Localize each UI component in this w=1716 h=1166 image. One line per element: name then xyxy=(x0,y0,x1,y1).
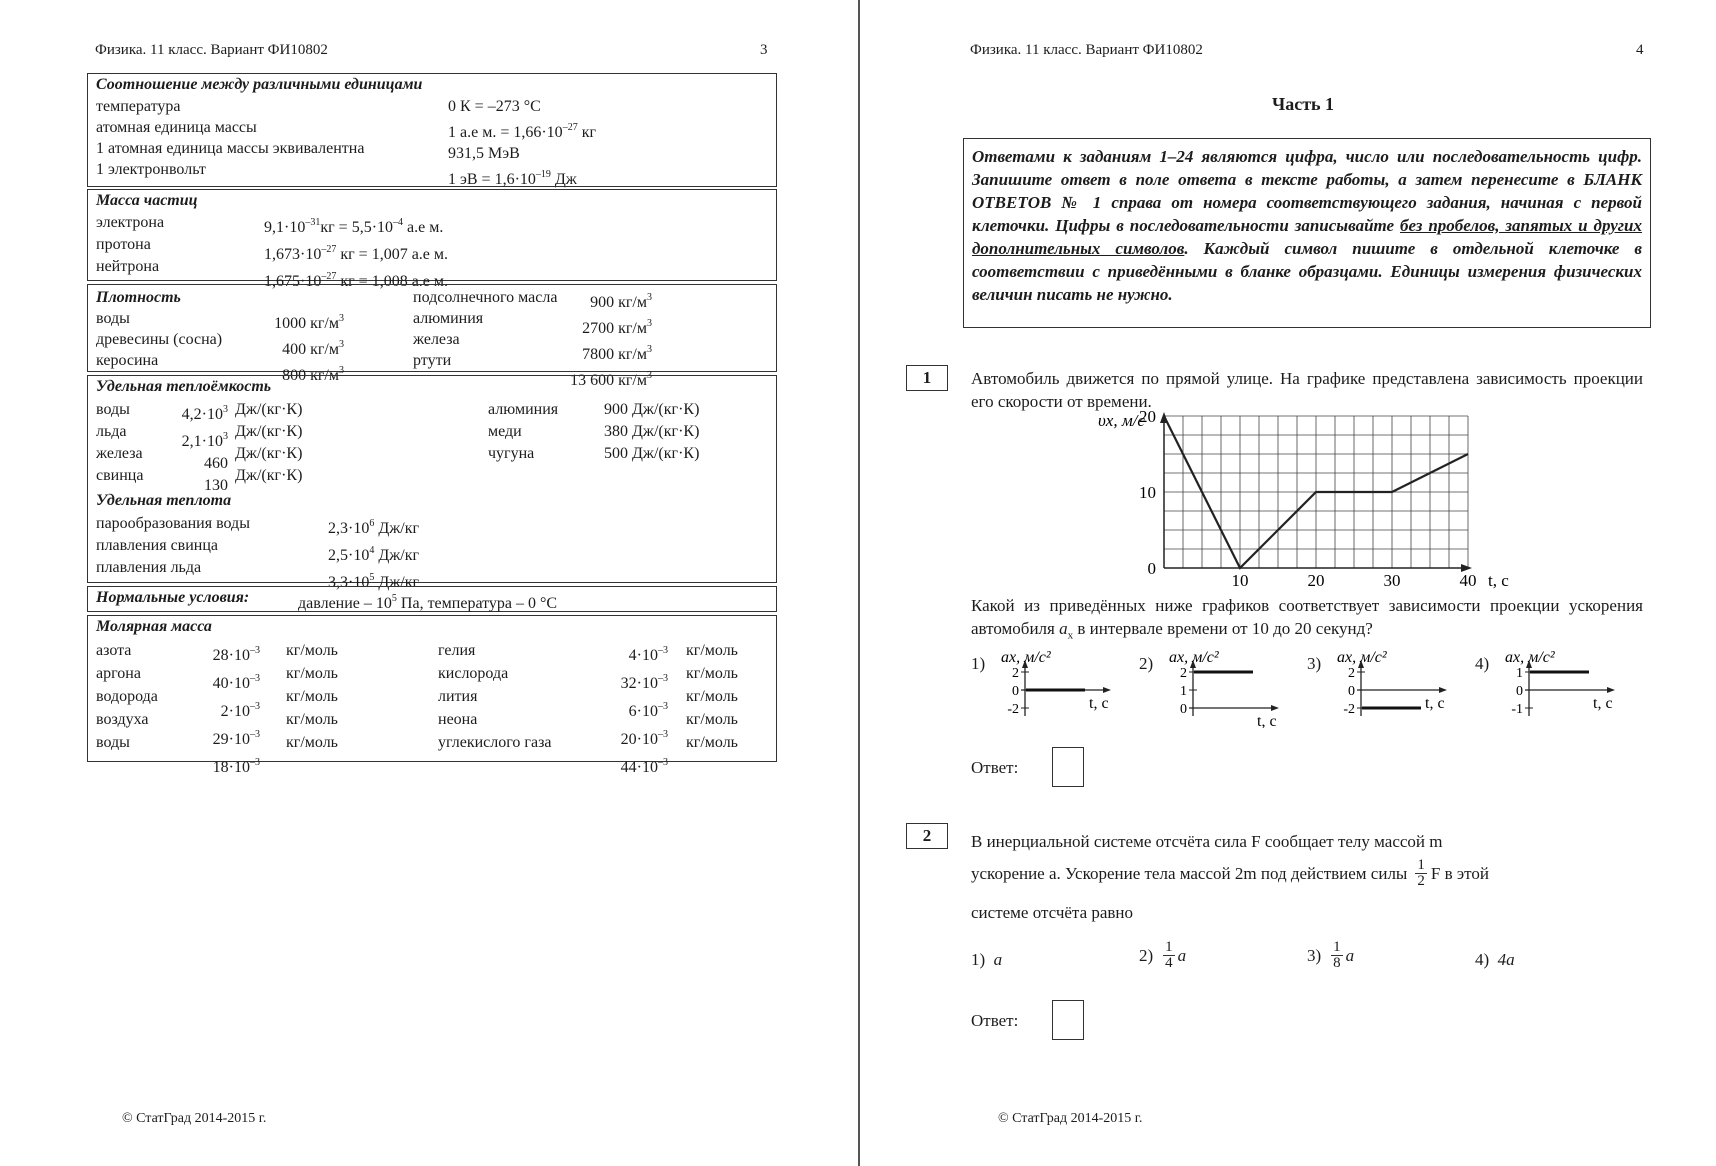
normal-title: Нормальные условия: xyxy=(96,589,250,606)
velocity-graph xyxy=(1090,410,1520,590)
units-values xyxy=(448,96,596,190)
units-label: атомная единица массы xyxy=(96,119,257,136)
q2-option-3: 3) $\frac{1}{8}$ a xyxy=(1307,939,1355,971)
units-label: 1 электронвольт xyxy=(96,161,206,178)
option-x-arrow xyxy=(1607,687,1615,693)
option-3-number: 3) xyxy=(1307,654,1322,673)
option-y-label: ax, м/с² xyxy=(1337,649,1387,666)
density-value: 7800 $кг/м^3$ xyxy=(582,344,652,363)
option-tick-label: 1 xyxy=(1180,684,1187,699)
molar-right-nums xyxy=(588,639,668,779)
specific-heat-label: плавления свинца xyxy=(96,537,219,554)
option-tick-label: 0 xyxy=(1348,684,1355,699)
x-tick-label: 20 xyxy=(1307,571,1325,590)
heat-num: $4,2\cdot 10^3$ xyxy=(181,404,228,423)
units-label: 1 атомная единица массы эквивалентна xyxy=(96,140,365,157)
units-row xyxy=(96,96,364,180)
molar-box xyxy=(87,615,777,776)
instructions-notice: Ответами к заданиям 1–24 являются цифра, число или последовательность цифр. Запишите ответ в поле ответа в тексте работы, а затем перенесите в БЛАНК ОТВЕТОВ № 1 справа от номера соответствующего задания, начиная с первой клеточки. Цифры в последовательности записывайте без пробелов, запятых и других дополнительных символов. Каждый символ пишите в отдельной клеточке в соответствии с приведёнными в бланке образцами. Единицы измерения физических величин писать не нужно. xyxy=(963,138,1651,328)
y-tick-label: 20 xyxy=(1139,410,1156,426)
molar-unit: кг/моль xyxy=(286,711,338,728)
particles-title: Масса частиц xyxy=(96,192,198,209)
density-label: подсолнечного масла xyxy=(413,289,558,306)
molar-unit: кг/моль xyxy=(686,665,738,682)
normal-text: давление – $10^5$ Па, температура – 0 °С xyxy=(298,593,558,612)
molar-unit: кг/моль xyxy=(686,711,738,728)
heat-capacity-right-labels xyxy=(488,399,558,465)
left-page-footer: © СтатГрад 2014-2015 г. xyxy=(122,1111,267,1126)
specific-heat-value: $3,3\cdot 10^5$ Дж/кг xyxy=(328,572,420,591)
heat-num: 130 xyxy=(204,477,228,494)
heat-label: меди xyxy=(488,423,522,440)
molar-label: азота xyxy=(96,642,132,659)
x-tick-label: 40 xyxy=(1459,571,1477,590)
x-tick-label: 30 xyxy=(1383,571,1401,590)
density-value: 13 600 $кг/м^3$ xyxy=(570,370,652,389)
molar-num: $40\cdot 10^{-3}$ xyxy=(212,673,260,692)
molar-right-units xyxy=(686,639,738,754)
question-2-line1: В инерциальной системе отсчёта сила F сообщает телу массой m xyxy=(971,832,1443,851)
heat-capacity-labels xyxy=(96,399,143,487)
particle-value: $1,675\cdot 10^{-27}$ кг = 1,008 а.е м. xyxy=(264,271,449,290)
heat-label: чугуна xyxy=(488,445,535,462)
units-label: температура xyxy=(96,98,181,115)
option-x-label: t, с xyxy=(1257,713,1277,728)
answer-2-label: Ответ: xyxy=(971,1011,1019,1030)
heat-value: 500 Дж/(кг·К) xyxy=(604,445,700,462)
part-title: Часть 1 xyxy=(1272,94,1335,114)
density-title: Плотность xyxy=(96,289,181,306)
left-page-header: Физика. 11 класс. Вариант ФИ10802 xyxy=(95,42,328,58)
left-page-number: 3 xyxy=(760,42,768,58)
particle-label: протона xyxy=(96,236,151,253)
heat-num: 460 xyxy=(204,455,228,472)
molar-label: воздуха xyxy=(96,711,149,728)
units-box xyxy=(87,73,777,187)
molar-label: углекислого газа xyxy=(438,734,552,751)
heat-unit: Дж/(кг·К) xyxy=(235,467,303,484)
molar-num: $44\cdot 10^{-3}$ xyxy=(620,757,668,776)
specific-heat-values xyxy=(328,513,419,594)
question-2-line3: системе отсчёта равно xyxy=(971,903,1134,922)
question-2-line2: ускорение a. Ускорение тела массой 2m под действием силы $\frac{1}{2}$ F в этой xyxy=(971,857,1489,889)
heat-box xyxy=(87,375,777,591)
molar-right-labels xyxy=(438,639,552,754)
right-page-header: Физика. 11 класс. Вариант ФИ10802 xyxy=(970,42,1203,58)
molar-unit: кг/моль xyxy=(286,665,338,682)
option-x-arrow xyxy=(1439,687,1447,693)
answer-2-box[interactable] xyxy=(1052,1000,1084,1040)
units-title: Соотношение между различными единицами xyxy=(96,76,423,93)
density-label: древесины (сосна) xyxy=(96,331,223,348)
option-2-graph xyxy=(1163,648,1293,728)
heat-value: 380 Дж/(кг·К) xyxy=(604,423,700,440)
density-value: 900 $кг/м^3$ xyxy=(590,292,652,311)
molar-left-units xyxy=(286,639,338,754)
option-tick-label: -2 xyxy=(1343,702,1355,717)
molar-label: лития xyxy=(438,688,478,705)
density-value: 1000 $кг/м^3$ xyxy=(274,313,344,332)
specific-heat-value: $2,3\cdot 10^6$ Дж/кг xyxy=(328,518,420,537)
molar-num: $2\cdot 10^{-3}$ xyxy=(220,701,260,720)
option-tick-label: -2 xyxy=(1007,702,1019,717)
option-2-number: 2) xyxy=(1139,654,1154,673)
particles-box xyxy=(87,189,777,290)
right-page-number: 4 xyxy=(1636,42,1644,58)
y-axis-label: υx, м/с xyxy=(1098,411,1145,430)
y-tick-label: 10 xyxy=(1139,483,1156,502)
heat-label: воды xyxy=(96,401,130,418)
molar-unit: кг/моль xyxy=(686,642,738,659)
option-tick-label: 2 xyxy=(1348,666,1355,681)
particles-labels xyxy=(96,212,164,278)
question-1-number: 1 xyxy=(906,365,948,391)
y-tick-label: 0 xyxy=(1147,559,1156,578)
question-2-number: 2 xyxy=(906,823,948,849)
heat-label: льда xyxy=(96,423,127,440)
specific-heat-value: $2,5\cdot 10^4$ Дж/кг xyxy=(328,545,420,564)
answer-1-label: Ответ: xyxy=(971,758,1019,777)
option-tick-label: 0 xyxy=(1012,684,1019,699)
molar-label: кислорода xyxy=(438,665,509,682)
units-value: 1 а.е м. = $1,66\cdot 10^{-27}$ кг xyxy=(448,122,597,141)
density-left xyxy=(96,287,222,371)
option-4-graph xyxy=(1499,648,1629,728)
density-label: воды xyxy=(96,310,130,327)
molar-unit: кг/моль xyxy=(686,734,738,751)
heat-capacity-nums xyxy=(176,399,228,497)
molar-label: водорода xyxy=(96,688,158,705)
option-3-graph xyxy=(1331,648,1461,728)
molar-num: $28\cdot 10^{-3}$ xyxy=(212,645,260,664)
molar-label: гелия xyxy=(438,642,476,659)
answer-1-box[interactable] xyxy=(1052,747,1084,787)
heat-unit: Дж/(кг·К) xyxy=(235,401,303,418)
density-label: алюминия xyxy=(413,310,484,327)
molar-left-labels xyxy=(96,639,158,754)
right-page-footer: © СтатГрад 2014-2015 г. xyxy=(998,1111,1143,1126)
density-value: 2700 $кг/м^3$ xyxy=(582,318,652,337)
units-value: 1 эВ = $1,6\cdot 10^{-19}$ Дж xyxy=(448,169,577,188)
density-label: керосина xyxy=(96,352,159,369)
molar-num: $4\cdot 10^{-3}$ xyxy=(628,645,668,664)
option-y-label: ax, м/с² xyxy=(1001,649,1051,666)
page-divider xyxy=(858,0,860,1166)
heat-unit: Дж/(кг·К) xyxy=(235,423,303,440)
density-label: железа xyxy=(413,331,460,348)
heat-unit: Дж/(кг·К) xyxy=(235,445,303,462)
molar-title: Молярная масса xyxy=(96,618,212,635)
heat-num: $2,1\cdot 10^3$ xyxy=(181,431,228,450)
units-value: 0 К = –273 °С xyxy=(448,98,541,115)
q2-option-1: 1) a xyxy=(971,950,1003,969)
question-1-text: Автомобиль движется по прямой улице. На графике представлена зависимость проекции его скорости от времени. xyxy=(971,369,1643,411)
molar-label: неона xyxy=(438,711,478,728)
option-y-label: ax, м/с² xyxy=(1505,649,1555,666)
density-right-labels xyxy=(413,287,557,371)
heat-value: 900 Дж/(кг·К) xyxy=(604,401,700,418)
molar-label: воды xyxy=(96,734,130,751)
molar-unit: кг/моль xyxy=(286,734,338,751)
heat-label: алюминия xyxy=(488,401,559,418)
specific-heat-label: плавления льда xyxy=(96,559,202,576)
molar-num: $29\cdot 10^{-3}$ xyxy=(212,729,260,748)
option-tick-label: 1 xyxy=(1516,666,1523,681)
option-tick-label: 0 xyxy=(1180,702,1187,717)
particle-value: $9,1\cdot 10^{-31}кг = 5,5\cdot 10^{-4}$ а.е м. xyxy=(264,217,444,236)
molar-num: $20\cdot 10^{-3}$ xyxy=(620,729,668,748)
option-1-graph xyxy=(995,648,1125,728)
q2-option-4: 4) 4a xyxy=(1475,950,1515,969)
specific-heat-label: парообразования воды xyxy=(96,515,250,532)
specific-heat-labels xyxy=(96,513,250,579)
heat-capacity-units xyxy=(235,399,302,487)
particles-values xyxy=(264,212,448,293)
question-1-question: Какой из приведённых ниже графиков соответствует зависимости проекции ускорения автомобиля $a_x$ в интервале времени от 10 до 20 секунд? xyxy=(971,596,1643,642)
molar-num: $18\cdot 10^{-3}$ xyxy=(212,757,260,776)
option-tick-label: -1 xyxy=(1511,702,1523,717)
density-value: 800 $кг/м^3$ xyxy=(282,365,344,384)
option-y-label: ax, м/с² xyxy=(1169,649,1219,666)
normal-conditions-box xyxy=(87,586,777,612)
density-value: 400 $кг/м^3$ xyxy=(282,339,344,358)
q2-option-2: 2) $\frac{1}{4}$ a xyxy=(1139,939,1187,971)
option-1-number: 1) xyxy=(971,654,986,673)
units-value: 931,5 МэВ xyxy=(448,145,520,162)
molar-unit: кг/моль xyxy=(286,688,338,705)
density-label: ртути xyxy=(413,352,452,369)
force-fraction: $\frac{1}{2}$ xyxy=(1417,857,1425,889)
molar-unit: кг/моль xyxy=(686,688,738,705)
heat-capacity-title: Удельная теплоёмкость xyxy=(96,378,272,395)
heat-label: свинца xyxy=(96,467,144,484)
option-x-arrow xyxy=(1271,705,1279,711)
specific-heat-title: Удельная теплота xyxy=(96,492,232,509)
heat-label: железа xyxy=(96,445,143,462)
molar-num: $32\cdot 10^{-3}$ xyxy=(620,673,668,692)
option-tick-label: 2 xyxy=(1012,666,1019,681)
x-tick-label: 10 xyxy=(1231,571,1249,590)
option-x-label: t, с xyxy=(1593,695,1613,712)
option-x-arrow xyxy=(1103,687,1111,693)
option-tick-label: 2 xyxy=(1180,666,1187,681)
particle-value: $1,673\cdot 10^{-27}$ кг = 1,007 а.е м. xyxy=(264,244,449,263)
molar-left-nums xyxy=(188,639,260,779)
x-axis-label: t, с xyxy=(1488,571,1509,590)
molar-num: $6\cdot 10^{-3}$ xyxy=(628,701,668,720)
molar-unit: кг/моль xyxy=(286,642,338,659)
option-4-number: 4) xyxy=(1475,654,1490,673)
molar-label: аргона xyxy=(96,665,141,682)
option-x-label: t, с xyxy=(1425,695,1445,712)
option-tick-label: 0 xyxy=(1516,684,1523,699)
particle-label: электрона xyxy=(96,214,165,231)
option-x-label: t, с xyxy=(1089,695,1109,712)
heat-capacity-right-values xyxy=(604,399,699,465)
particle-label: нейтрона xyxy=(96,258,160,275)
